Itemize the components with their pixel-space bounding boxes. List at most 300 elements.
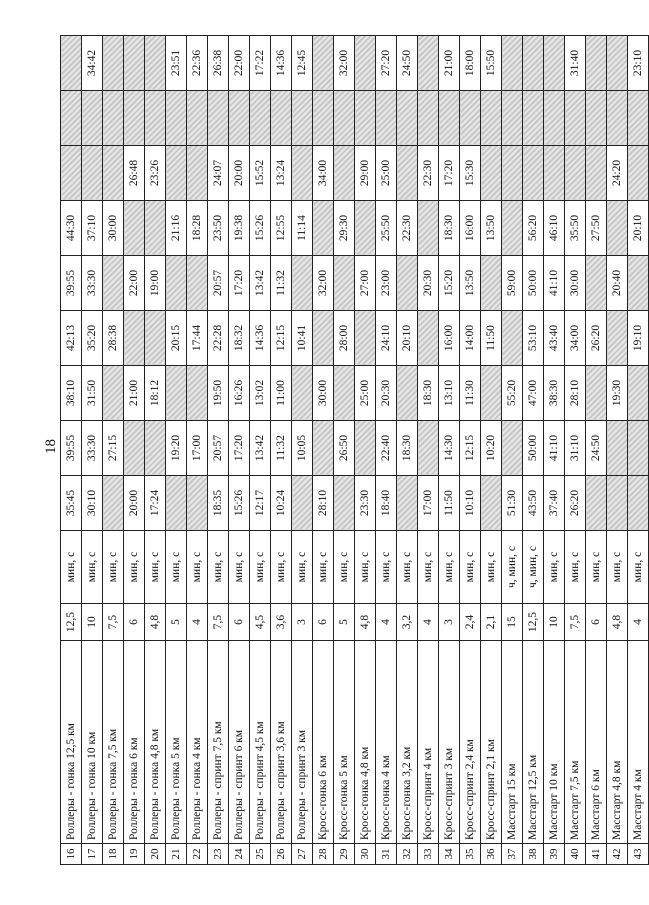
value-cell: 18:30 bbox=[439, 201, 460, 256]
unit-cell: мин, с bbox=[145, 531, 166, 604]
value-cell: 12:15 bbox=[271, 311, 292, 366]
discipline-cell: Кросс-спринт 2,4 км bbox=[460, 641, 481, 844]
unit-cell: мин, с bbox=[439, 531, 460, 604]
unit-cell: мин, с bbox=[565, 531, 586, 604]
value-cell bbox=[292, 146, 313, 201]
distance-cell: 12,5 bbox=[523, 604, 544, 641]
value-cell bbox=[187, 476, 208, 531]
discipline-cell: Масстарт 4 км bbox=[628, 641, 649, 844]
value-cell: 17:44 bbox=[187, 311, 208, 366]
value-cell: 16:00 bbox=[439, 311, 460, 366]
value-cell: 43:40 bbox=[544, 311, 565, 366]
discipline-cell: Кросс-гонка 5 км bbox=[334, 641, 355, 844]
value-cell: 17:24 bbox=[145, 476, 166, 531]
value-cell bbox=[418, 91, 439, 146]
value-cell: 30:00 bbox=[103, 201, 124, 256]
value-cell: 23:51 bbox=[166, 36, 187, 91]
value-cell: 23:30 bbox=[355, 476, 376, 531]
value-cell: 30:00 bbox=[313, 366, 334, 421]
value-cell: 11:14 bbox=[292, 201, 313, 256]
value-cell: 15:52 bbox=[250, 146, 271, 201]
value-cell: 24:50 bbox=[397, 36, 418, 91]
value-cell: 24:07 bbox=[208, 146, 229, 201]
value-cell bbox=[145, 311, 166, 366]
value-cell: 18:35 bbox=[208, 476, 229, 531]
table-row bbox=[439, 36, 460, 865]
table-row bbox=[565, 36, 586, 865]
unit-cell: мин, с bbox=[61, 531, 82, 604]
distance-cell: 10 bbox=[82, 604, 103, 641]
value-cell: 47:00 bbox=[523, 366, 544, 421]
distance-cell: 3 bbox=[439, 604, 460, 641]
value-cell: 22:30 bbox=[397, 201, 418, 256]
discipline-cell: Роллеры - гонка 6 км bbox=[124, 641, 145, 844]
value-cell: 19:00 bbox=[145, 256, 166, 311]
value-cell: 28:38 bbox=[103, 311, 124, 366]
value-cell bbox=[103, 36, 124, 91]
table-row bbox=[523, 36, 544, 865]
value-cell bbox=[61, 36, 82, 91]
value-cell bbox=[124, 36, 145, 91]
table-row bbox=[208, 36, 229, 865]
discipline-cell: Кросс-гонка 4 км bbox=[376, 641, 397, 844]
value-cell bbox=[124, 91, 145, 146]
unit-cell: мин, с bbox=[460, 531, 481, 604]
value-cell bbox=[397, 366, 418, 421]
unit-cell: мин, с bbox=[607, 531, 628, 604]
value-cell: 43:50 bbox=[523, 476, 544, 531]
value-cell: 16:00 bbox=[460, 201, 481, 256]
value-cell: 15:50 bbox=[481, 36, 502, 91]
value-cell: 39:55 bbox=[61, 256, 82, 311]
standards-table bbox=[60, 35, 649, 865]
value-cell: 22:30 bbox=[418, 146, 439, 201]
value-cell: 13:24 bbox=[271, 146, 292, 201]
value-cell: 35:50 bbox=[565, 201, 586, 256]
value-cell bbox=[61, 146, 82, 201]
value-cell: 53:10 bbox=[523, 311, 544, 366]
value-cell bbox=[187, 256, 208, 311]
value-cell bbox=[334, 366, 355, 421]
distance-cell: 4,5 bbox=[250, 604, 271, 641]
value-cell: 26:38 bbox=[208, 36, 229, 91]
value-cell: 39:55 bbox=[61, 421, 82, 476]
value-cell bbox=[502, 91, 523, 146]
unit-cell: мин, с bbox=[187, 531, 208, 604]
value-cell: 28:10 bbox=[313, 476, 334, 531]
row-number-cell: 17 bbox=[82, 844, 103, 865]
distance-cell: 6 bbox=[124, 604, 145, 641]
value-cell: 20:57 bbox=[208, 421, 229, 476]
value-cell bbox=[166, 256, 187, 311]
value-cell: 15:26 bbox=[229, 476, 250, 531]
value-cell: 31:50 bbox=[82, 366, 103, 421]
row-number-cell: 19 bbox=[124, 844, 145, 865]
table-row bbox=[187, 36, 208, 865]
value-cell bbox=[82, 91, 103, 146]
value-cell: 38:10 bbox=[61, 366, 82, 421]
table-row bbox=[586, 36, 607, 865]
table-row bbox=[229, 36, 250, 865]
value-cell: 35:20 bbox=[82, 311, 103, 366]
value-cell: 13:42 bbox=[250, 421, 271, 476]
value-cell: 31:10 bbox=[565, 421, 586, 476]
table-row bbox=[460, 36, 481, 865]
value-cell: 17:22 bbox=[250, 36, 271, 91]
value-cell bbox=[481, 146, 502, 201]
discipline-cell: Масстарт 7,5 км bbox=[565, 641, 586, 844]
value-cell: 34:00 bbox=[313, 146, 334, 201]
value-cell: 12:45 bbox=[292, 36, 313, 91]
unit-cell: мин, с bbox=[166, 531, 187, 604]
value-cell: 38:30 bbox=[544, 366, 565, 421]
value-cell: 22:00 bbox=[229, 36, 250, 91]
unit-cell: ч, мин, с bbox=[502, 531, 523, 604]
value-cell: 20:57 bbox=[208, 256, 229, 311]
value-cell: 26:48 bbox=[124, 146, 145, 201]
value-cell: 46:10 bbox=[544, 201, 565, 256]
value-cell: 25:00 bbox=[355, 366, 376, 421]
unit-cell: мин, с bbox=[271, 531, 292, 604]
value-cell bbox=[397, 476, 418, 531]
value-cell: 21:16 bbox=[166, 201, 187, 256]
value-cell: 26:20 bbox=[565, 476, 586, 531]
discipline-cell: Кросс-спринт 2,1 км bbox=[481, 641, 502, 844]
value-cell bbox=[187, 146, 208, 201]
value-cell bbox=[82, 146, 103, 201]
value-cell: 11:00 bbox=[271, 366, 292, 421]
value-cell: 22:40 bbox=[376, 421, 397, 476]
standards-table-container bbox=[60, 35, 644, 865]
value-cell bbox=[166, 366, 187, 421]
row-number-cell: 25 bbox=[250, 844, 271, 865]
discipline-cell: Кросс-спринт 4 км bbox=[418, 641, 439, 844]
table-row bbox=[502, 36, 523, 865]
value-cell bbox=[124, 201, 145, 256]
value-cell bbox=[460, 91, 481, 146]
value-cell bbox=[334, 476, 355, 531]
value-cell: 50:00 bbox=[523, 256, 544, 311]
row-number-cell: 29 bbox=[334, 844, 355, 865]
value-cell bbox=[544, 91, 565, 146]
value-cell bbox=[355, 36, 376, 91]
value-cell: 55:20 bbox=[502, 366, 523, 421]
value-cell bbox=[481, 91, 502, 146]
value-cell bbox=[334, 91, 355, 146]
value-cell bbox=[313, 421, 334, 476]
value-cell bbox=[334, 256, 355, 311]
value-cell bbox=[292, 476, 313, 531]
discipline-cell: Кросс-гонка 4,8 км bbox=[355, 641, 376, 844]
distance-cell: 4 bbox=[376, 604, 397, 641]
table-row bbox=[82, 36, 103, 865]
value-cell bbox=[523, 146, 544, 201]
unit-cell: мин, с bbox=[544, 531, 565, 604]
value-cell bbox=[586, 366, 607, 421]
table-row bbox=[313, 36, 334, 865]
value-cell bbox=[628, 366, 649, 421]
row-number-cell: 34 bbox=[439, 844, 460, 865]
value-cell bbox=[103, 366, 124, 421]
value-cell bbox=[439, 91, 460, 146]
value-cell: 17:00 bbox=[187, 421, 208, 476]
value-cell bbox=[103, 256, 124, 311]
row-number-cell: 24 bbox=[229, 844, 250, 865]
value-cell: 25:00 bbox=[376, 146, 397, 201]
row-number-cell: 23 bbox=[208, 844, 229, 865]
value-cell: 17:00 bbox=[418, 476, 439, 531]
value-cell: 10:05 bbox=[292, 421, 313, 476]
table-row bbox=[355, 36, 376, 865]
value-cell bbox=[607, 91, 628, 146]
distance-cell: 4 bbox=[187, 604, 208, 641]
distance-cell: 2,4 bbox=[460, 604, 481, 641]
value-cell: 13:10 bbox=[439, 366, 460, 421]
value-cell bbox=[292, 256, 313, 311]
value-cell: 23:10 bbox=[628, 36, 649, 91]
row-number-cell: 32 bbox=[397, 844, 418, 865]
value-cell bbox=[313, 201, 334, 256]
row-number-cell: 33 bbox=[418, 844, 439, 865]
value-cell bbox=[250, 91, 271, 146]
value-cell: 42:13 bbox=[61, 311, 82, 366]
value-cell: 14:30 bbox=[439, 421, 460, 476]
value-cell bbox=[145, 201, 166, 256]
table-row bbox=[124, 36, 145, 865]
value-cell: 14:00 bbox=[460, 311, 481, 366]
value-cell bbox=[481, 256, 502, 311]
value-cell bbox=[376, 91, 397, 146]
value-cell: 18:30 bbox=[397, 421, 418, 476]
table-row bbox=[397, 36, 418, 865]
unit-cell: мин, с bbox=[229, 531, 250, 604]
value-cell bbox=[586, 146, 607, 201]
value-cell bbox=[229, 91, 250, 146]
value-cell: 33:30 bbox=[82, 256, 103, 311]
row-number-cell: 31 bbox=[376, 844, 397, 865]
discipline-cell: Роллеры - гонка 5 км bbox=[166, 641, 187, 844]
value-cell: 30:00 bbox=[565, 256, 586, 311]
discipline-cell: Масстарт 10 км bbox=[544, 641, 565, 844]
table-body bbox=[61, 36, 649, 865]
value-cell bbox=[628, 421, 649, 476]
unit-cell: мин, с bbox=[292, 531, 313, 604]
table-row bbox=[145, 36, 166, 865]
unit-cell: мин, с bbox=[208, 531, 229, 604]
discipline-cell: Масстарт 15 км bbox=[502, 641, 523, 844]
distance-cell: 15 bbox=[502, 604, 523, 641]
value-cell: 20:15 bbox=[166, 311, 187, 366]
value-cell bbox=[334, 146, 355, 201]
unit-cell: мин, с bbox=[355, 531, 376, 604]
value-cell: 21:00 bbox=[439, 36, 460, 91]
value-cell bbox=[187, 91, 208, 146]
value-cell bbox=[355, 421, 376, 476]
value-cell bbox=[166, 91, 187, 146]
value-cell: 32:00 bbox=[313, 256, 334, 311]
value-cell: 28:10 bbox=[565, 366, 586, 421]
value-cell: 16:26 bbox=[229, 366, 250, 421]
value-cell: 19:30 bbox=[607, 366, 628, 421]
value-cell: 10:20 bbox=[481, 421, 502, 476]
unit-cell: мин, с bbox=[313, 531, 334, 604]
value-cell: 24:10 bbox=[376, 311, 397, 366]
distance-cell: 6 bbox=[313, 604, 334, 641]
value-cell: 50:00 bbox=[523, 421, 544, 476]
value-cell bbox=[607, 201, 628, 256]
page-number: 18 bbox=[43, 439, 59, 454]
value-cell: 20:10 bbox=[628, 201, 649, 256]
discipline-cell: Масстарт 6 км bbox=[586, 641, 607, 844]
distance-cell: 2,1 bbox=[481, 604, 502, 641]
row-number-cell: 41 bbox=[586, 844, 607, 865]
value-cell: 25:50 bbox=[376, 201, 397, 256]
distance-cell: 3,6 bbox=[271, 604, 292, 641]
value-cell bbox=[481, 366, 502, 421]
value-cell: 13:50 bbox=[460, 256, 481, 311]
value-cell: 11:32 bbox=[271, 256, 292, 311]
value-cell bbox=[418, 201, 439, 256]
table-row bbox=[418, 36, 439, 865]
value-cell: 18:28 bbox=[187, 201, 208, 256]
value-cell bbox=[166, 146, 187, 201]
row-number-cell: 43 bbox=[628, 844, 649, 865]
row-number-cell: 37 bbox=[502, 844, 523, 865]
value-cell bbox=[124, 311, 145, 366]
value-cell: 19:38 bbox=[229, 201, 250, 256]
distance-cell: 3 bbox=[292, 604, 313, 641]
value-cell bbox=[565, 91, 586, 146]
value-cell: 12:15 bbox=[460, 421, 481, 476]
value-cell: 18:30 bbox=[418, 366, 439, 421]
unit-cell: мин, с bbox=[250, 531, 271, 604]
value-cell: 22:36 bbox=[187, 36, 208, 91]
distance-cell: 4 bbox=[628, 604, 649, 641]
value-cell: 34:00 bbox=[565, 311, 586, 366]
distance-cell: 10 bbox=[544, 604, 565, 641]
value-cell: 14:36 bbox=[250, 311, 271, 366]
value-cell: 10:41 bbox=[292, 311, 313, 366]
value-cell: 41:10 bbox=[544, 421, 565, 476]
value-cell bbox=[502, 146, 523, 201]
distance-cell: 3,2 bbox=[397, 604, 418, 641]
value-cell bbox=[292, 366, 313, 421]
value-cell: 21:00 bbox=[124, 366, 145, 421]
value-cell bbox=[124, 421, 145, 476]
table-row bbox=[334, 36, 355, 865]
value-cell bbox=[586, 476, 607, 531]
value-cell bbox=[607, 421, 628, 476]
value-cell bbox=[418, 421, 439, 476]
value-cell bbox=[502, 36, 523, 91]
value-cell: 14:36 bbox=[271, 36, 292, 91]
value-cell bbox=[187, 366, 208, 421]
value-cell: 13:02 bbox=[250, 366, 271, 421]
value-cell: 10:24 bbox=[271, 476, 292, 531]
unit-cell: мин, с bbox=[82, 531, 103, 604]
table-row bbox=[628, 36, 649, 865]
distance-cell: 6 bbox=[586, 604, 607, 641]
unit-cell: мин, с bbox=[376, 531, 397, 604]
distance-cell: 12,5 bbox=[61, 604, 82, 641]
value-cell: 20:10 bbox=[397, 311, 418, 366]
value-cell: 20:30 bbox=[376, 366, 397, 421]
distance-cell: 4 bbox=[418, 604, 439, 641]
table-row bbox=[607, 36, 628, 865]
unit-cell: мин, с bbox=[334, 531, 355, 604]
value-cell: 20:00 bbox=[124, 476, 145, 531]
discipline-cell: Роллеры - гонка 12,5 км bbox=[61, 641, 82, 844]
value-cell bbox=[355, 91, 376, 146]
value-cell: 23:00 bbox=[376, 256, 397, 311]
distance-cell: 4,8 bbox=[607, 604, 628, 641]
value-cell: 34:42 bbox=[82, 36, 103, 91]
value-cell: 12:17 bbox=[250, 476, 271, 531]
distance-cell: 6 bbox=[229, 604, 250, 641]
value-cell bbox=[586, 91, 607, 146]
value-cell: 28:00 bbox=[334, 311, 355, 366]
value-cell bbox=[544, 36, 565, 91]
value-cell: 15:26 bbox=[250, 201, 271, 256]
discipline-cell: Роллеры - спринт 3,6 км bbox=[271, 641, 292, 844]
value-cell bbox=[103, 476, 124, 531]
distance-cell: 5 bbox=[166, 604, 187, 641]
value-cell bbox=[586, 256, 607, 311]
value-cell: 51:30 bbox=[502, 476, 523, 531]
discipline-cell: Масстарт 4,8 км bbox=[607, 641, 628, 844]
row-number-cell: 20 bbox=[145, 844, 166, 865]
value-cell: 29:30 bbox=[334, 201, 355, 256]
distance-cell: 4,8 bbox=[355, 604, 376, 641]
value-cell bbox=[61, 91, 82, 146]
discipline-cell: Роллеры - спринт 4,5 км bbox=[250, 641, 271, 844]
value-cell: 30:10 bbox=[82, 476, 103, 531]
table-row bbox=[481, 36, 502, 865]
discipline-cell: Роллеры - гонка 10 км bbox=[82, 641, 103, 844]
value-cell bbox=[418, 311, 439, 366]
table-row bbox=[292, 36, 313, 865]
unit-cell: мин, с bbox=[124, 531, 145, 604]
value-cell bbox=[607, 311, 628, 366]
row-number-cell: 42 bbox=[607, 844, 628, 865]
unit-cell: мин, с bbox=[103, 531, 124, 604]
value-cell bbox=[502, 421, 523, 476]
value-cell bbox=[628, 91, 649, 146]
row-number-cell: 27 bbox=[292, 844, 313, 865]
value-cell: 29:00 bbox=[355, 146, 376, 201]
value-cell: 18:40 bbox=[376, 476, 397, 531]
distance-cell: 4,8 bbox=[145, 604, 166, 641]
value-cell bbox=[313, 311, 334, 366]
value-cell bbox=[355, 201, 376, 256]
row-number-cell: 16 bbox=[61, 844, 82, 865]
value-cell: 19:20 bbox=[166, 421, 187, 476]
value-cell: 33:30 bbox=[82, 421, 103, 476]
row-number-cell: 18 bbox=[103, 844, 124, 865]
value-cell bbox=[292, 91, 313, 146]
value-cell bbox=[607, 476, 628, 531]
unit-cell: ч, мин, с bbox=[523, 531, 544, 604]
value-cell bbox=[397, 146, 418, 201]
value-cell: 17:20 bbox=[229, 256, 250, 311]
discipline-cell: Роллеры - гонка 4 км bbox=[187, 641, 208, 844]
value-cell bbox=[166, 476, 187, 531]
value-cell bbox=[418, 36, 439, 91]
value-cell: 11:50 bbox=[481, 311, 502, 366]
table-row bbox=[271, 36, 292, 865]
value-cell bbox=[397, 256, 418, 311]
value-cell: 17:20 bbox=[439, 146, 460, 201]
